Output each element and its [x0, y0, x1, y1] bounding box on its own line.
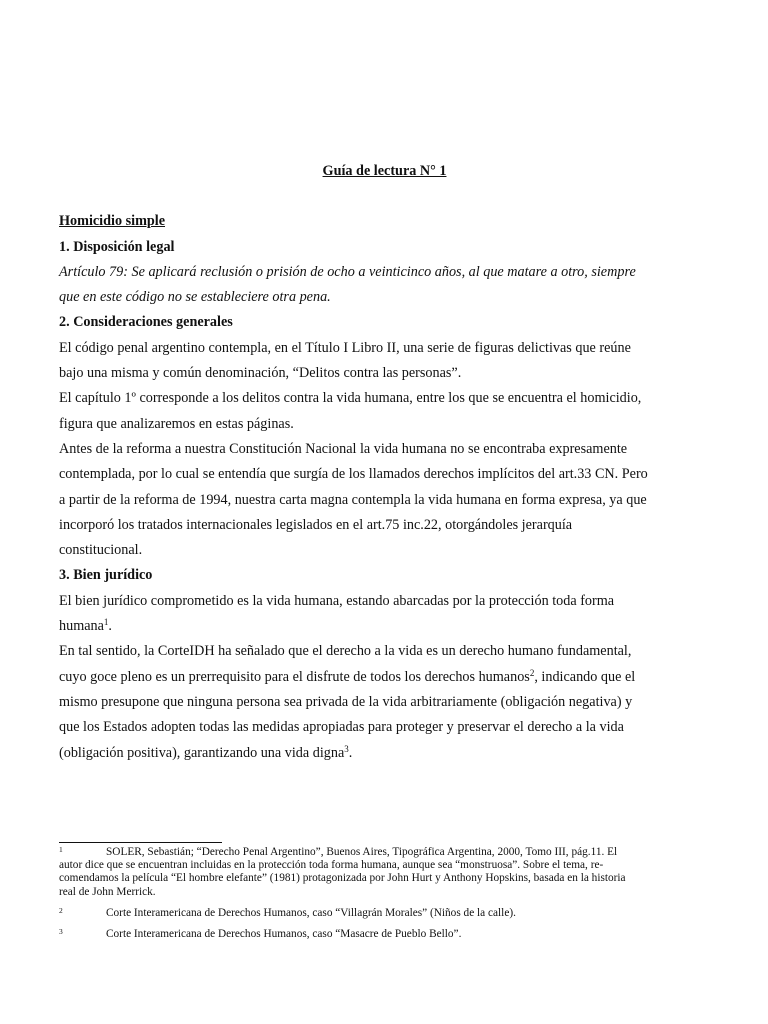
paragraph-line: contemplada, por lo cual se entendía que surgía de los llamados derechos implícitos del art.33 CN. Pero [59, 466, 648, 483]
footnote-2 [59, 907, 710, 920]
paragraph-text: , indicando que el [534, 668, 636, 685]
paragraph-line: El capítulo 1º corresponde a los delitos contra la vida humana, entre los que se encuentra el homicidio, [59, 390, 642, 407]
footnote-text: SOLER, Sebastián; “Derecho Penal Argentino”, Buenos Aires, Tipográfica Argentina, 2000, Tomo III, pág.11. El [106, 846, 618, 858]
footnote-ref-1[interactable]: 1 [103, 617, 109, 628]
footnote-ref-3[interactable]: 3 [344, 743, 349, 754]
paragraph-line: El código penal argentino contempla, en el Título I Libro II, una serie de figuras delictivas que reúne [59, 339, 631, 356]
paragraph-text: . [348, 744, 353, 761]
paragraph-line: Antes de la reforma a nuestra Constitución Nacional la vida humana no se encontraba expresamente [59, 440, 628, 457]
footnote-text: Corte Interamericana de Derechos Humanos, caso “Villagrán Morales” (Niños de la calle). [106, 906, 516, 919]
footnote-line [59, 846, 710, 859]
paragraph-text: (obligación positiva), garantizando una vida digna [59, 744, 345, 761]
paragraph-line: a partir de la reforma de 1994, nuestra carta magna contempla la vida humana en forma expresa, ya que [59, 491, 647, 508]
document-body [59, 159, 710, 766]
paragraph-line: En tal sentido, la CorteIDH ha señalado que el derecho a la vida es un derecho humano fundamental, [59, 643, 632, 660]
paragraph-line [59, 741, 710, 766]
footnote-line: autor dice que se encuentran incluidas en la protección toda forma humana, aunque sea “monstruosa”. Sobre el tema, re- [59, 859, 604, 872]
footnote-number: 3 [59, 927, 63, 937]
heading-bien-juridico: 3. Bien jurídico [59, 567, 153, 584]
paragraph-line [59, 665, 710, 690]
footnote-ref-2[interactable]: 2 [529, 667, 535, 678]
footnote-line: real de John Merrick. [59, 885, 156, 898]
paragraph-bien-juridico [59, 589, 710, 640]
footnote-number: 1 [59, 845, 63, 854]
paragraph-text: cuyo goce pleno es un prerrequisito para el disfrute de todos los derechos humanos [59, 668, 530, 685]
paragraph-text: . [108, 618, 112, 635]
article-line: Artículo 79: Se aplicará reclusión o prisión de ocho a veinticinco años, al que matare a otro, siempre [59, 263, 636, 280]
paragraph-line: incorporó los tratados internacionales legislados en el art.75 inc.22, otorgándoles jerarquía [59, 516, 573, 533]
section-heading-homicidio-simple: Homicidio simple [59, 213, 166, 230]
footnote-1 [59, 846, 710, 899]
heading-consideraciones-generales: 2. Consideraciones generales [59, 314, 233, 331]
footnote-line [59, 907, 710, 920]
paragraph-line: figura que analizaremos en estas páginas. [59, 415, 294, 432]
article-79-paragraph [59, 260, 710, 311]
footnote-line: comendamos la película “El hombre elefante” (1981) protagonizada por John Hurt y Anthony Hopskins, basada en la historia [59, 872, 626, 885]
paragraph-corteidh [59, 639, 710, 765]
paragraph-capitulo [59, 386, 710, 437]
paragraph-line [59, 614, 710, 639]
paragraph-line: El bien jurídico comprometido es la vida humana, estando abarcadas por la protección toda forma [59, 592, 615, 609]
footnote-separator [59, 842, 222, 843]
footnotes-section [59, 846, 710, 949]
article-line: que en este código no se estableciere otra pena. [59, 289, 331, 306]
footnote-text: Corte Interamericana de Derechos Humanos, caso “Masacre de Pueblo Bello”. [106, 928, 462, 941]
paragraph-line: bajo una misma y común denominación, “Delitos contra las personas”. [59, 365, 462, 382]
paragraph-line: constitucional. [59, 542, 143, 559]
footnote-3 [59, 928, 710, 941]
heading-disposicion-legal: 1. Disposición legal [59, 238, 175, 255]
paragraph-reforma [59, 437, 710, 563]
paragraph-codigo-penal [59, 336, 710, 387]
footnote-number: 2 [59, 905, 63, 915]
paragraph-text: humana [59, 618, 104, 635]
paragraph-line: que los Estados adopten todas las medidas apropiadas para proteger y preservar el derecho a la vida [59, 719, 624, 736]
paragraph-line: mismo presupone que ninguna persona sea privada de la vida arbitrariamente (obligación negativa) y [59, 693, 633, 710]
footnote-line [59, 928, 710, 941]
document-title: Guía de lectura N° 1 [322, 163, 447, 179]
